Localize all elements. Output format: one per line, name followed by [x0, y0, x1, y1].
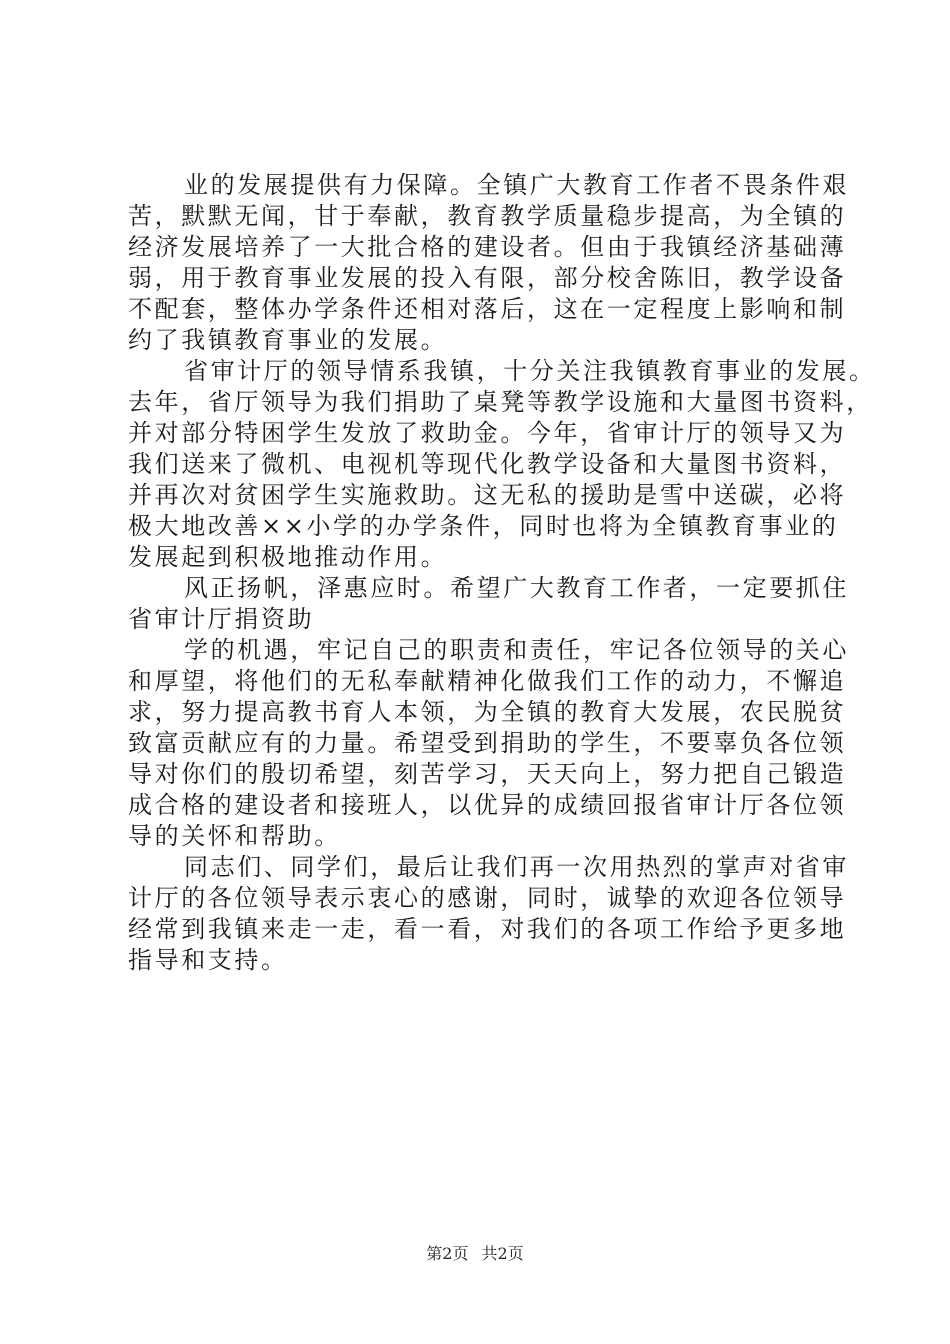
text-line: 并再次对贫困学生实施救助。这无私的援助是雪中送碳，必将: [128, 481, 847, 509]
text-line: 并对部分特困学生发放了救助金。今年，省审计厅的领导又为: [128, 419, 847, 447]
page-number: 第2页: [426, 1244, 469, 1263]
text-line: 指导和支持。: [128, 946, 288, 974]
text-line: 极大地改善××小学的办学条件，同时也将为全镇教育事业的: [128, 512, 839, 540]
text-line: 苦，默默无闻，甘于奉献，教育教学质量稳步提高，为全镇的: [128, 202, 847, 230]
text-line: 导对你们的殷切希望，刻苦学习，天天向上，努力把自己锻造: [128, 760, 847, 788]
text-line: 成合格的建设者和接班人，以优异的成绩回报省审计厅各位领: [128, 791, 847, 819]
text-line: 同志们、同学们，最后让我们再一次用热烈的掌声对省审: [184, 853, 849, 881]
text-line: 发展起到积极地推动作用。: [128, 543, 448, 571]
text-line: 去年，省厅领导为我们捐助了桌凳等教学设施和大量图书资料，: [128, 388, 873, 416]
text-line: 经常到我镇来走一走，看一看，对我们的各项工作给予更多地: [128, 915, 847, 943]
text-line: 学的机遇，牢记自己的职责和责任，牢记各位领导的关心: [184, 636, 849, 664]
page-total: 共2页: [481, 1244, 524, 1263]
text-line: 风正扬帆，泽惠应时。希望广大教育工作者，一定要抓住: [184, 574, 849, 602]
text-line: 弱，用于教育事业发展的投入有限，部分校舍陈旧，教学设备: [128, 264, 847, 292]
text-line: 省审计厅的领导情系我镇，十分关注我镇教育事业的发展。: [184, 357, 876, 385]
text-line: 业的发展提供有力保障。全镇广大教育工作者不畏条件艰: [184, 171, 849, 199]
text-line: 经济发展培养了一大批合格的建设者。但由于我镇经济基础薄: [128, 233, 847, 261]
text-line: 导的关怀和帮助。: [128, 822, 341, 850]
text-line: 不配套，整体办学条件还相对落后，这在一定程度上影响和制: [128, 295, 847, 323]
text-line: 致富贡献应有的力量。希望受到捐助的学生，不要辜负各位领: [128, 729, 847, 757]
text-line: 省审计厅捐资助: [128, 605, 315, 633]
page-footer: [0, 1244, 950, 1264]
text-line: 我们送来了微机、电视机等现代化教学设备和大量图书资料，: [128, 450, 847, 478]
body-text: [128, 170, 876, 976]
text-line: 计厅的各位领导表示衷心的感谢，同时，诚挚的欢迎各位领导: [128, 884, 847, 912]
text-line: 和厚望，将他们的无私奉献精神化做我们工作的动力，不懈追: [128, 667, 847, 695]
text-line: 约了我镇教育事业的发展。: [128, 326, 448, 354]
text-line: 求，努力提高教书育人本领，为全镇的教育大发展，农民脱贫: [128, 698, 847, 726]
